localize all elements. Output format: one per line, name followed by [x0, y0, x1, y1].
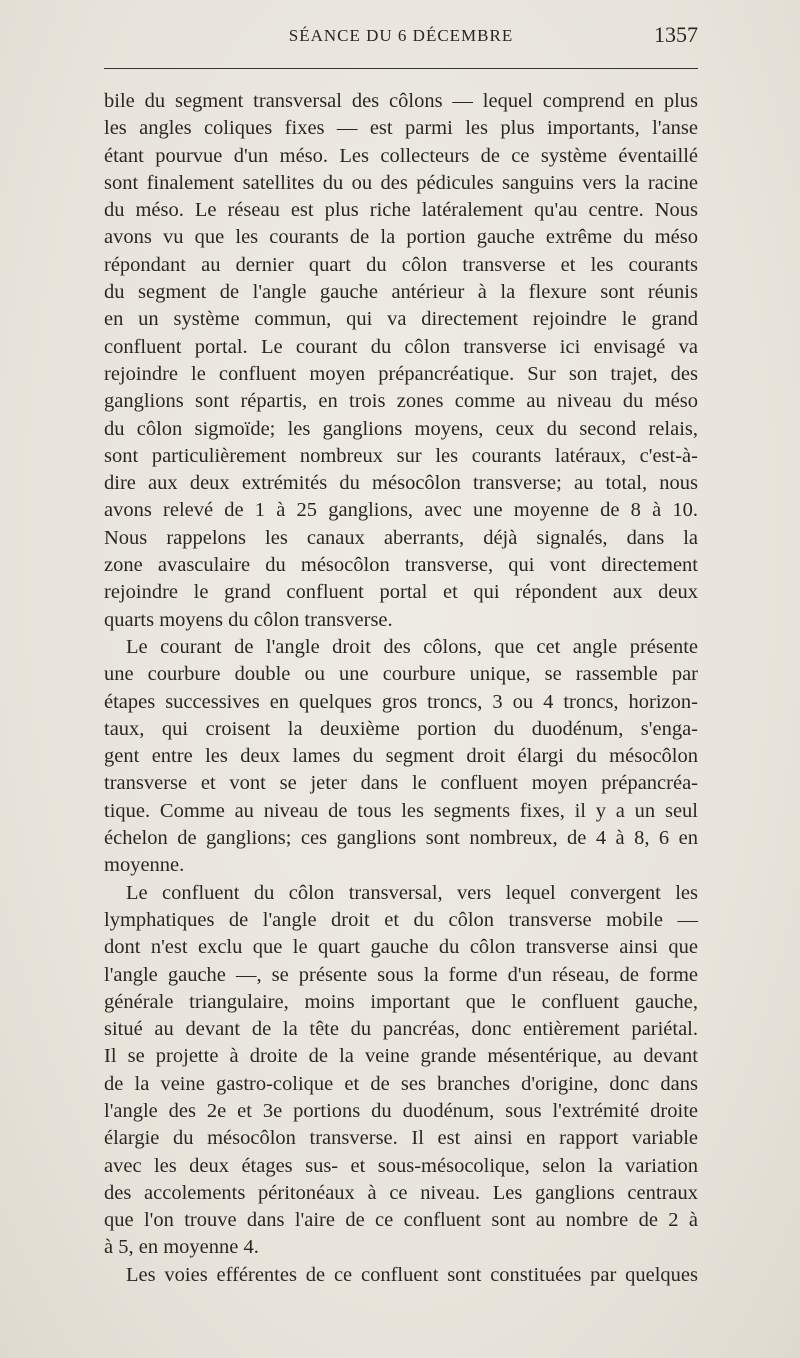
text-line: étapes successives en quelques gros troncs, 3 ou 4 troncs, horizon-: [104, 690, 698, 713]
text-line: bile du segment transversal des côlons — lequel comprend en plus: [104, 90, 698, 112]
text-line: avec les deux étages sus- et sous-mésocolique, selon la variation: [104, 1154, 698, 1177]
text-line: l'angle gauche —, se présente sous la forme d'un réseau, de forme: [104, 963, 698, 986]
text-line: l'angle des 2e et 3e portions du duodénum, sous l'extrémité droite: [104, 1099, 698, 1122]
text-line: en un système commun, qui va directement rejoindre le grand: [104, 308, 698, 331]
text-line: échelon de ganglions; ces ganglions sont nombreux, de 4 à 8, 6 en: [104, 827, 698, 850]
text-line: de la veine gastro-colique et de ses branches d'origine, donc dans: [104, 1072, 698, 1095]
running-head: [104, 22, 698, 52]
text-line: les angles coliques fixes — est parmi les plus importants, l'anse: [104, 117, 698, 140]
text-line: dont n'est exclu que le quart gauche du côlon transverse ainsi que: [104, 936, 698, 959]
text-line: Le confluent du côlon transversal, vers lequel convergent les: [126, 881, 698, 904]
text-line: que l'on trouve dans l'aire de ce confluent sont au nombre de 2 à: [104, 1209, 698, 1232]
text-line: du segment de l'angle gauche antérieur à la flexure sont réunis: [104, 281, 698, 304]
text-line: des accolements péritonéaux à ce niveau. Les ganglions centraux: [104, 1181, 698, 1204]
text-line: confluent portal. Le courant du côlon transverse ici envisagé va: [104, 335, 698, 358]
text-line: Le courant de l'angle droit des côlons, que cet angle présente: [126, 635, 698, 658]
text-line: rejoindre le confluent moyen prépancréatique. Sur son trajet, des: [104, 362, 698, 385]
text-line: à 5, en moyenne 4.: [104, 1236, 259, 1259]
text-line: avons vu que les courants de la portion gauche extrême du méso: [104, 226, 698, 249]
text-line: une courbure double ou une courbure unique, se rassemble par: [104, 663, 698, 686]
text-line: dire aux deux extrémités du mésocôlon transverse; au total, nous: [104, 472, 698, 495]
text-line: du côlon sigmoïde; les ganglions moyens, ceux du second relais,: [104, 417, 698, 440]
text-line: sont particulièrement nombreux sur les courants latéraux, c'est-à-: [104, 444, 698, 467]
text-line: Il se projette à droite de la veine grande mésentérique, au devant: [104, 1045, 698, 1068]
text-line: quarts moyens du côlon transverse.: [104, 608, 393, 631]
text-line: Nous rappelons les canaux aberrants, déjà signalés, dans la: [104, 526, 698, 549]
running-head-title: SÉANCE DU 6 DÉCEMBRE: [288, 26, 514, 45]
text-line: avons relevé de 1 à 25 ganglions, avec une moyenne de 8 à 10.: [104, 499, 698, 522]
text-line: tique. Comme au niveau de tous les segments fixes, il y a un seul: [104, 799, 698, 822]
text-line: générale triangulaire, moins important que le confluent gauche,: [104, 990, 698, 1013]
text-line: transverse et vont se jeter dans le confluent moyen prépancréa-: [104, 772, 698, 795]
text-line: du méso. Le réseau est plus riche latéralement qu'au centre. Nous: [104, 199, 698, 222]
header-rule: [104, 68, 698, 69]
text-line: taux, qui croisent la deuxième portion du duodénum, s'enga-: [104, 717, 698, 740]
text-line: zone avasculaire du mésocôlon transverse, qui vont directement: [104, 554, 698, 577]
text-line: élargie du mésocôlon transverse. Il est ainsi en rapport variable: [104, 1127, 698, 1150]
text-line: répondant au dernier quart du côlon transverse et les courants: [104, 253, 698, 276]
text-line: lymphatiques de l'angle droit et du côlon transverse mobile —: [104, 908, 698, 931]
text-line: moyenne.: [104, 854, 185, 877]
text-line: sont finalement satellites du ou des pédicules sanguins vers la racine: [104, 171, 698, 194]
text-line: rejoindre le grand confluent portal et qui répondent aux deux: [104, 581, 698, 604]
text-line: étant pourvue d'un méso. Les collecteurs de ce système éventaillé: [104, 144, 698, 167]
text-line: ganglions sont répartis, en trois zones comme au niveau du méso: [104, 390, 698, 413]
text-line: gent entre les deux lames du segment droit élargi du mésocôlon: [104, 745, 698, 768]
page-number: 1357: [654, 22, 698, 47]
text-line: situé au devant de la tête du pancréas, donc entièrement pariétal.: [104, 1018, 698, 1041]
body-text: [104, 88, 698, 1289]
text-line: Les voies efférentes de ce confluent sont constituées par quelques: [126, 1263, 698, 1286]
